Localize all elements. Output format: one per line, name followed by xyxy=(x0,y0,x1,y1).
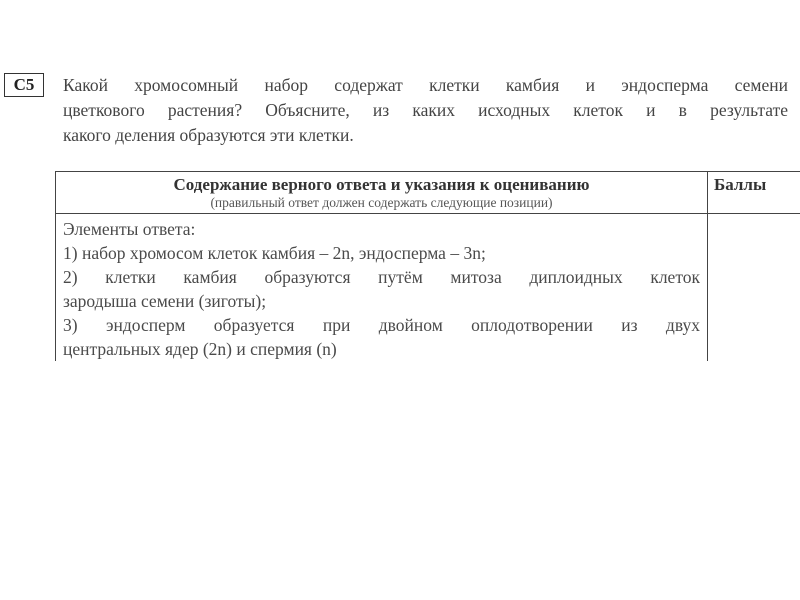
question-line: цветкового растения? Объясните, из каких исходных клеток и в результате xyxy=(63,100,788,120)
criteria-header-subtitle: (правильный ответ должен содержать следующие позиции) xyxy=(210,195,553,210)
criteria-header-title: Содержание верного ответа и указания к оцениванию xyxy=(173,175,590,194)
answer-line: центральных ядер (2n) и спермия (n) xyxy=(63,339,337,359)
question-text xyxy=(63,73,788,148)
task-number-badge: C5 xyxy=(4,73,44,97)
criteria-header xyxy=(56,172,708,214)
score-header: Баллы xyxy=(708,172,800,214)
answer-line: 3) эндосперм образуется при двойном оплодотворении из двух xyxy=(63,315,700,335)
answer-line: 1) набор хромосом клеток камбия – 2n, эндосперма – 3n; xyxy=(63,243,486,263)
table-header-row xyxy=(56,172,800,214)
answer-line: Элементы ответа: xyxy=(63,219,196,239)
answer-line: зародыша семени (зиготы); xyxy=(63,291,267,311)
question-line: Какой хромосомный набор содержат клетки камбия и эндосперма семени xyxy=(63,75,788,95)
question-line: какого деления образуются эти клетки. xyxy=(63,125,354,145)
score-cell xyxy=(708,214,800,362)
table-row xyxy=(56,214,800,362)
answer-line: 2) клетки камбия образуются путём митоза диплоидных клеток xyxy=(63,267,700,287)
answer-criteria-table xyxy=(55,171,800,361)
answer-elements-cell xyxy=(56,214,708,362)
